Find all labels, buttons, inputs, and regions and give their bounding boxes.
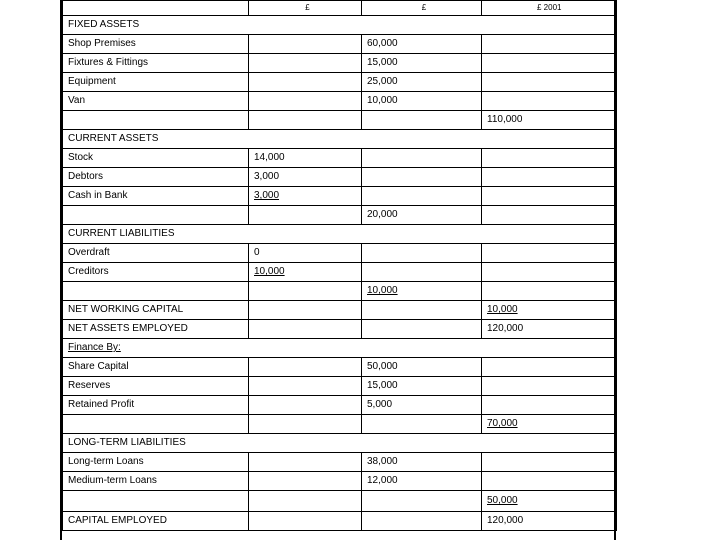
total-row [63, 282, 617, 301]
balance-sheet-table [62, 0, 617, 531]
empty-cell [482, 92, 617, 111]
section-header-row [63, 16, 617, 35]
empty-cell [482, 282, 617, 301]
row-label: Van [63, 92, 249, 111]
empty-cell [249, 73, 362, 92]
empty-cell [249, 320, 362, 339]
empty-cell [362, 415, 482, 434]
empty-cell [482, 377, 617, 396]
empty-cell [362, 301, 482, 320]
empty-cell [63, 415, 249, 434]
row-label: Long-term Loans [63, 453, 249, 472]
table-row [63, 301, 617, 320]
empty-cell [249, 377, 362, 396]
empty-cell [482, 206, 617, 225]
row-amount: 50,000 [362, 358, 482, 377]
header-row [63, 1, 617, 16]
empty-cell [249, 54, 362, 73]
fixed-assets-total: 110,000 [482, 111, 617, 130]
empty-cell [362, 111, 482, 130]
table-row [63, 377, 617, 396]
row-label: Stock [63, 149, 249, 168]
section-header-row [63, 339, 617, 358]
empty-cell [249, 415, 362, 434]
empty-cell [482, 453, 617, 472]
row-label: Creditors [63, 263, 249, 282]
row-amount: 38,000 [362, 453, 482, 472]
total-row [63, 415, 617, 434]
empty-cell [249, 358, 362, 377]
empty-cell [362, 320, 482, 339]
current-liabilities-total: 10,000 [362, 282, 482, 301]
header-currency-col2: £ [249, 1, 362, 16]
empty-cell [63, 282, 249, 301]
empty-cell [63, 111, 249, 130]
empty-cell [362, 149, 482, 168]
empty-cell [362, 168, 482, 187]
net-assets-employed-label: NET ASSETS EMPLOYED [63, 320, 249, 339]
row-label: Shop Premises [63, 35, 249, 54]
empty-cell [362, 491, 482, 512]
table-row [63, 73, 617, 92]
finance-total: 70,000 [482, 415, 617, 434]
fixed-assets-title: FIXED ASSETS [63, 16, 617, 35]
total-row [63, 491, 617, 512]
table-row [63, 396, 617, 415]
row-label: Retained Profit [63, 396, 249, 415]
empty-cell [249, 472, 362, 491]
empty-cell [482, 187, 617, 206]
table-row [63, 168, 617, 187]
table-row [63, 320, 617, 339]
balance-sheet [60, 0, 616, 540]
empty-cell [249, 282, 362, 301]
table-row [63, 92, 617, 111]
long-term-liabilities-total: 50,000 [482, 491, 617, 512]
empty-cell [362, 187, 482, 206]
empty-cell [362, 244, 482, 263]
empty-cell [482, 396, 617, 415]
header-cell-label [63, 1, 249, 16]
empty-cell [249, 111, 362, 130]
empty-cell [482, 263, 617, 282]
row-label: Share Capital [63, 358, 249, 377]
empty-cell [249, 512, 362, 531]
row-amount: 14,000 [249, 149, 362, 168]
current-liabilities-title: CURRENT LIABILITIES [63, 225, 617, 244]
table-row [63, 512, 617, 531]
row-amount: 3,000 [249, 187, 362, 206]
row-label: Equipment [63, 73, 249, 92]
empty-cell [249, 396, 362, 415]
row-amount: 10,000 [362, 92, 482, 111]
table-row [63, 35, 617, 54]
row-amount: 3,000 [249, 168, 362, 187]
net-working-capital-amount: 10,000 [482, 301, 617, 320]
total-row [63, 111, 617, 130]
capital-employed-amount: 120,000 [482, 512, 617, 531]
empty-cell [482, 472, 617, 491]
section-header-row [63, 130, 617, 149]
current-assets-total: 20,000 [362, 206, 482, 225]
row-amount: 25,000 [362, 73, 482, 92]
finance-title: Finance By: [63, 339, 617, 358]
row-amount: 60,000 [362, 35, 482, 54]
empty-cell [482, 73, 617, 92]
row-label: Overdraft [63, 244, 249, 263]
row-amount: 12,000 [362, 472, 482, 491]
empty-cell [482, 168, 617, 187]
table-row [63, 244, 617, 263]
table-row [63, 472, 617, 491]
empty-cell [249, 206, 362, 225]
section-header-row [63, 434, 617, 453]
empty-cell [249, 92, 362, 111]
header-currency-col3: £ [362, 1, 482, 16]
empty-cell [482, 358, 617, 377]
net-assets-employed-amount: 120,000 [482, 320, 617, 339]
row-label: Fixtures & Fittings [63, 54, 249, 73]
empty-cell [249, 453, 362, 472]
empty-cell [482, 244, 617, 263]
row-amount: 5,000 [362, 396, 482, 415]
table-row [63, 187, 617, 206]
empty-cell [482, 149, 617, 168]
row-label: Reserves [63, 377, 249, 396]
row-amount: 10,000 [249, 263, 362, 282]
table-row [63, 453, 617, 472]
header-currency-col4: £ 2001 [482, 1, 617, 16]
long-term-liabilities-title: LONG-TERM LIABILITIES [63, 434, 617, 453]
table-row [63, 263, 617, 282]
row-label: Medium-term Loans [63, 472, 249, 491]
row-amount: 15,000 [362, 54, 482, 73]
capital-employed-label: CAPITAL EMPLOYED [63, 512, 249, 531]
empty-cell [362, 263, 482, 282]
row-amount: 0 [249, 244, 362, 263]
total-row [63, 206, 617, 225]
empty-cell [249, 35, 362, 54]
empty-cell [482, 35, 617, 54]
row-amount: 15,000 [362, 377, 482, 396]
empty-cell [482, 54, 617, 73]
row-label: Debtors [63, 168, 249, 187]
empty-cell [63, 491, 249, 512]
current-assets-title: CURRENT ASSETS [63, 130, 617, 149]
empty-cell [63, 206, 249, 225]
empty-cell [249, 301, 362, 320]
section-header-row [63, 225, 617, 244]
net-working-capital-label: NET WORKING CAPITAL [63, 301, 249, 320]
table-row [63, 358, 617, 377]
empty-cell [249, 491, 362, 512]
table-row [63, 54, 617, 73]
table-row [63, 149, 617, 168]
row-label: Cash in Bank [63, 187, 249, 206]
empty-cell [362, 512, 482, 531]
